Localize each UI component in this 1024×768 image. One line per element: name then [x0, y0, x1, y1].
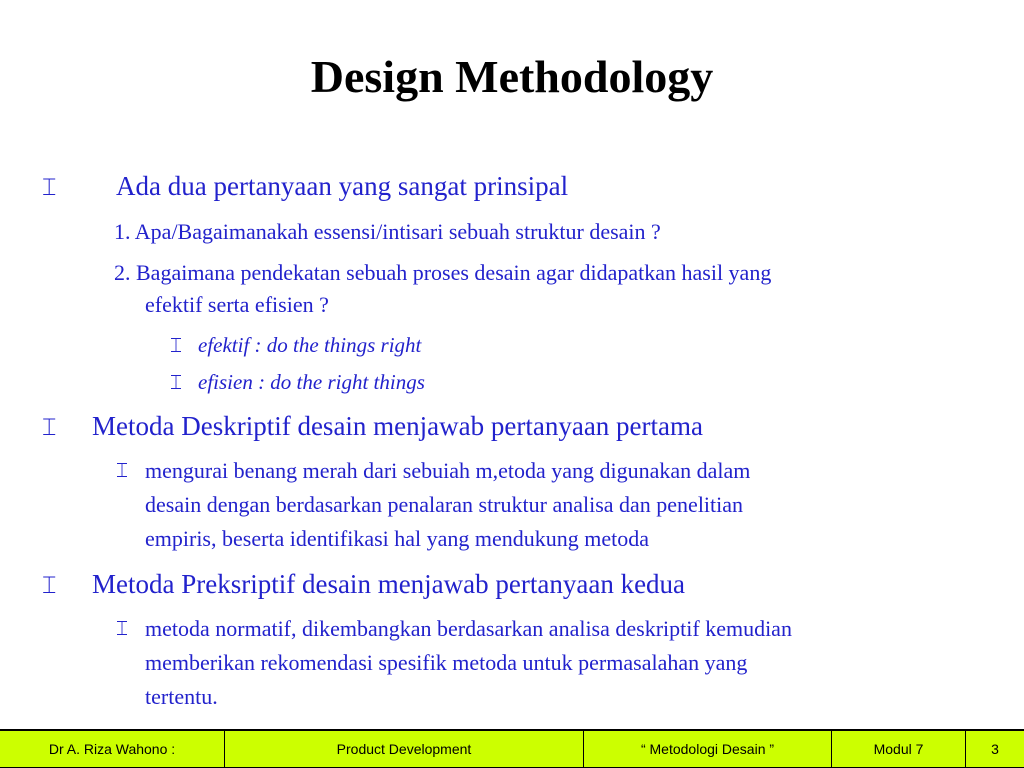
section3-heading: Metoda Preksriptif desain menjawab pertanyaan kedua	[92, 569, 686, 599]
footer-module: Modul 7	[832, 731, 966, 767]
section3-body-line3: tertentu.	[145, 684, 218, 709]
bullet-icon: ⌶	[42, 173, 57, 201]
footer-author: Dr A. Riza Wahono :	[0, 731, 225, 767]
question-2-line1: 2. Bagaimana pendekatan sebuah proses desain agar didapatkan hasil yang	[114, 260, 772, 285]
section3-body-line1: metoda normatif, dikembangkan berdasarkan analisa deskriptif kemudian	[145, 616, 792, 641]
footer-page-number: 3	[991, 741, 999, 757]
section3-body-line2: memberikan rekomendasi spesifik metoda untuk permasalahan yang	[145, 650, 748, 675]
section2-body-line3: empiris, beserta identifikasi hal yang mendukung metoda	[145, 526, 650, 551]
footer-course: Product Development	[225, 731, 584, 767]
bullet-icon: ⌶	[42, 413, 57, 441]
section2-heading: Metoda Deskriptif desain menjawab pertanyaan pertama	[92, 411, 704, 441]
section2-body-line1: mengurai benang merah dari sebuiah m,etoda yang digunakan dalam	[145, 458, 751, 483]
sub-item-efektif: efektif : do the things right	[198, 333, 422, 357]
bullet-icon: ⌶	[116, 458, 128, 482]
question-1: 1. Apa/Bagaimanakah essensi/intisari sebuah struktur desain ?	[114, 219, 661, 244]
sub-item-efisien: efisien : do the right things	[198, 370, 425, 394]
footer-topic: “ Metodologi Desain ”	[584, 731, 832, 767]
section2-body-line2: desain dengan berdasarkan penalaran struktur analisa dan penelitian	[145, 492, 744, 517]
bullet-icon: ⌶	[170, 333, 182, 357]
slide-footer	[0, 729, 1024, 768]
bullet-icon: ⌶	[170, 370, 182, 394]
bullet-icon: ⌶	[42, 571, 57, 599]
slide-title: Design Methodology	[310, 51, 714, 102]
section1-heading: Ada dua pertanyaan yang sangat prinsipal	[116, 171, 569, 201]
question-2-line2: efektif serta efisien ?	[145, 292, 329, 317]
bullet-icon: ⌶	[116, 616, 128, 640]
